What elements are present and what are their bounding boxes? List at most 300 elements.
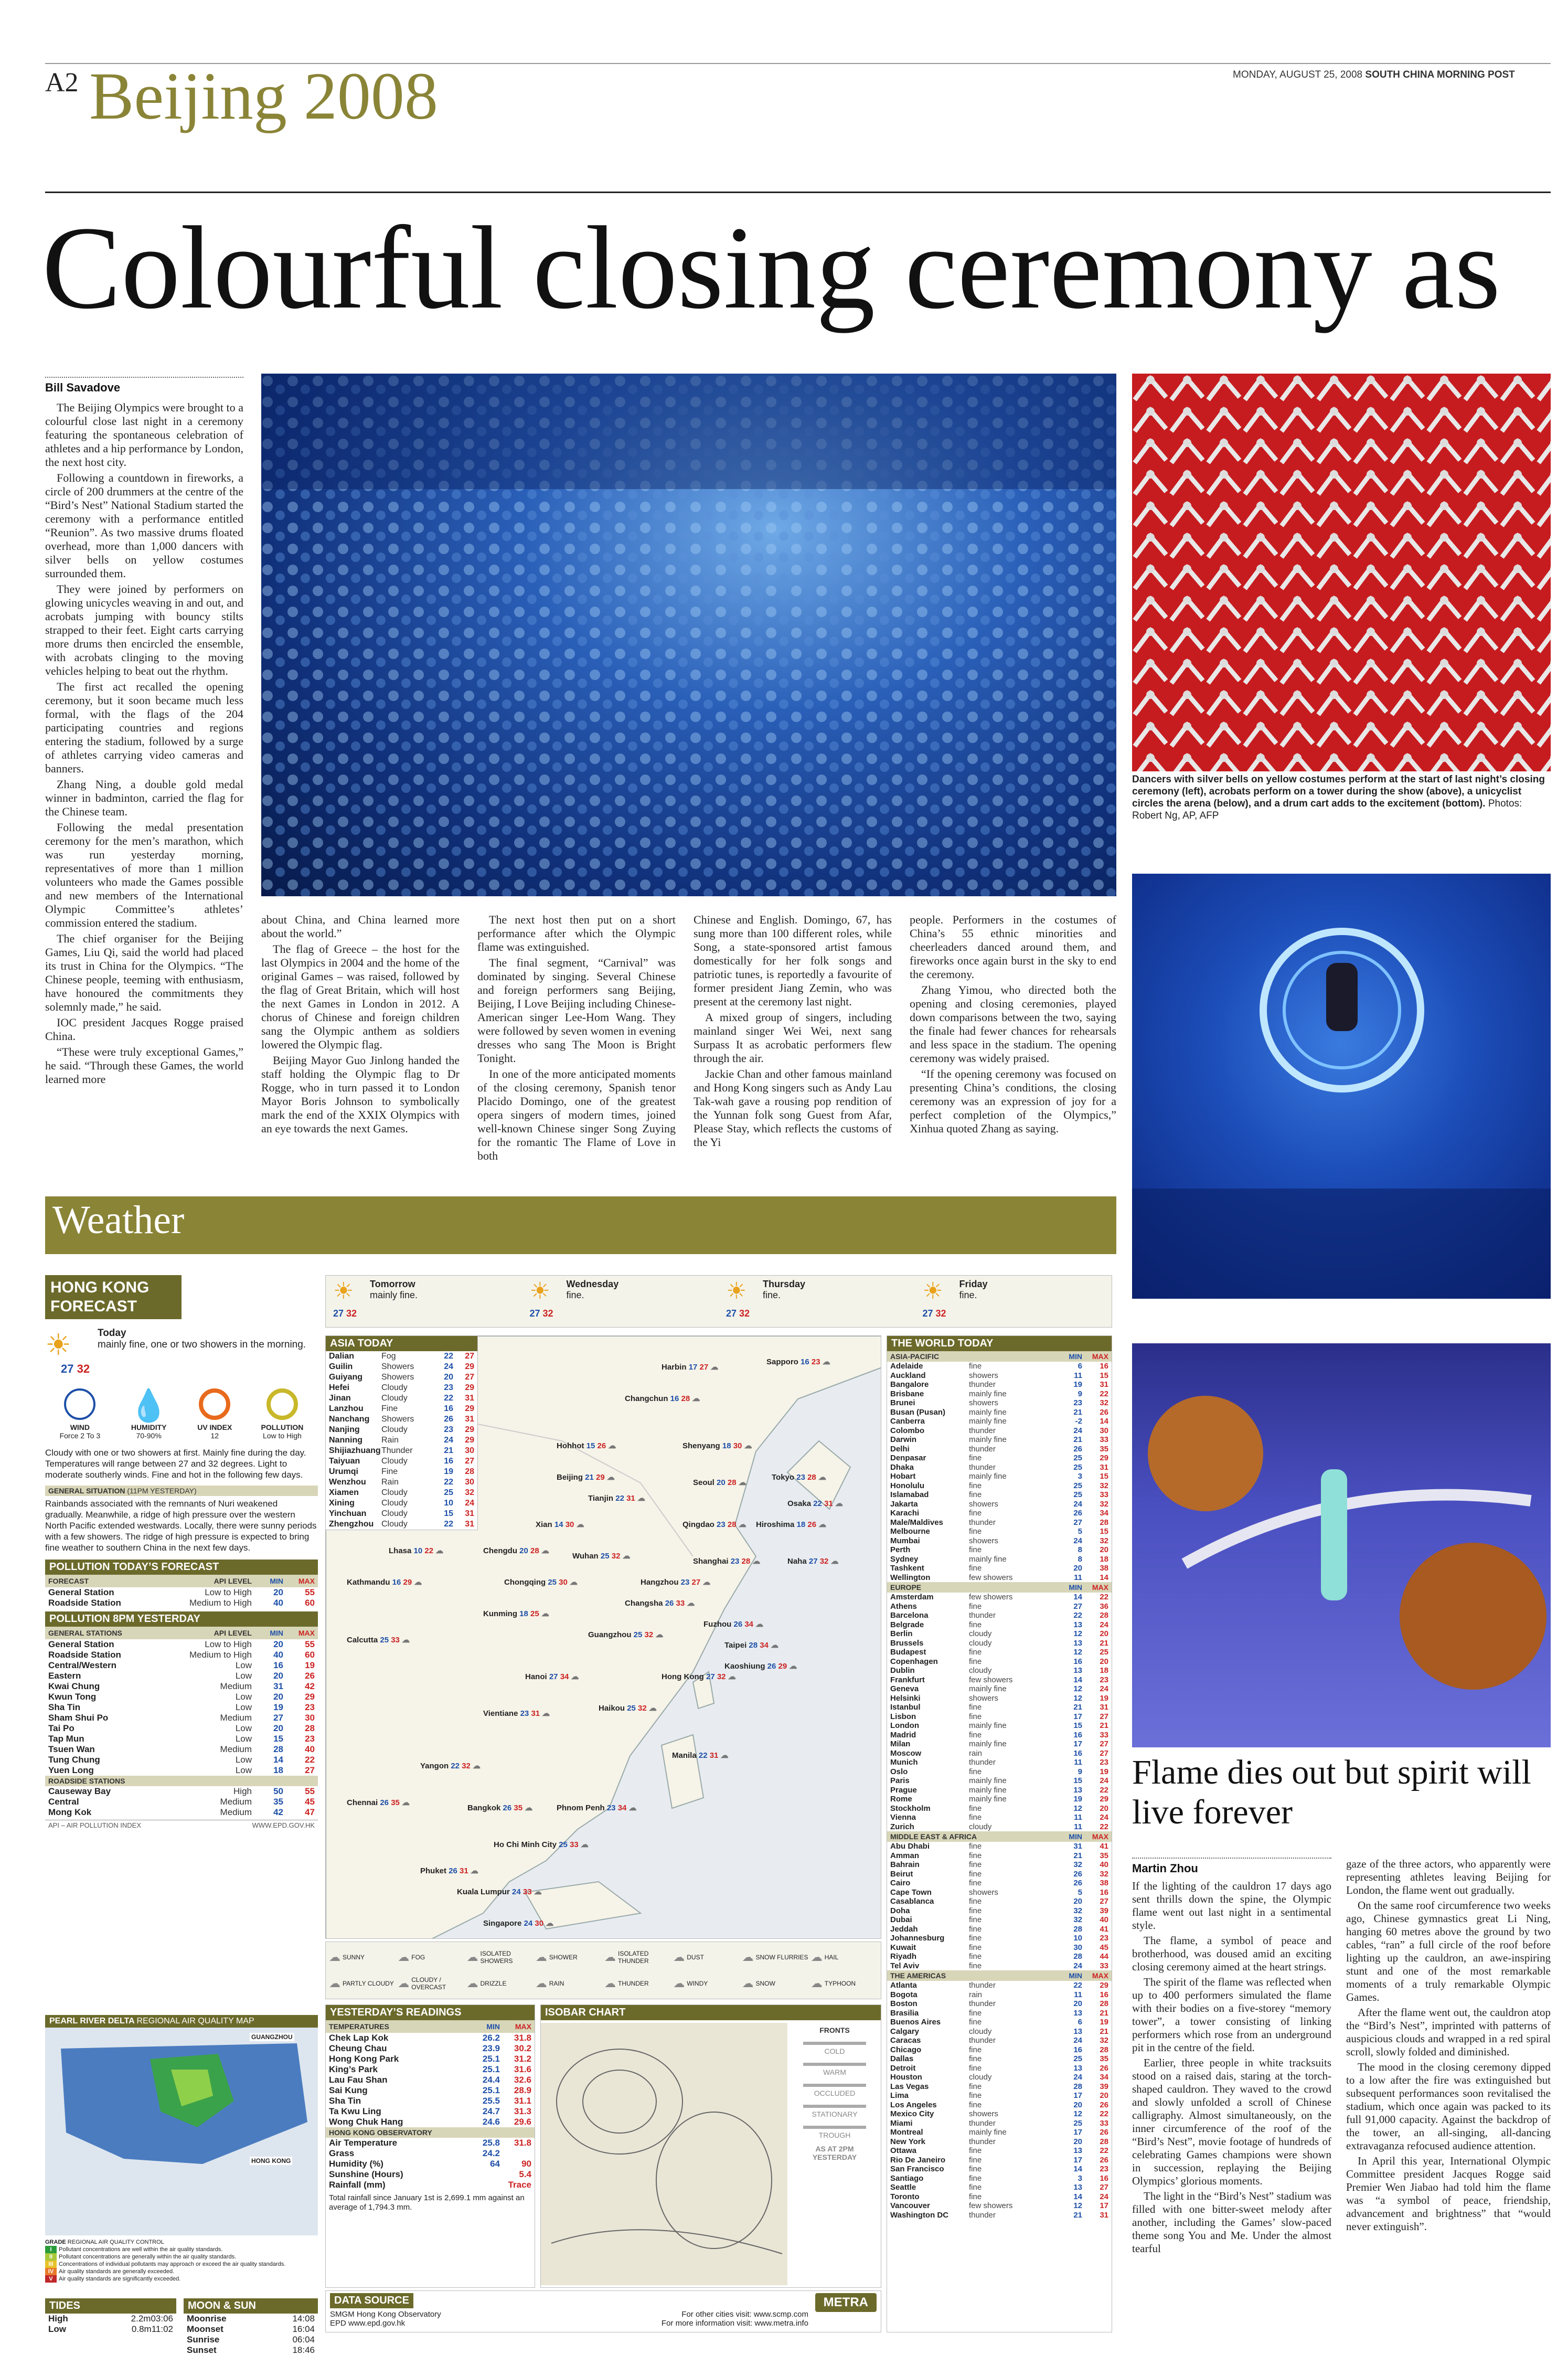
temp-low: 18 bbox=[796, 1520, 806, 1529]
headline: Colourful closing ceremony as bbox=[42, 202, 1501, 333]
byline: Bill Savadove bbox=[45, 381, 121, 394]
station-name: Sai Kung bbox=[329, 2085, 368, 2095]
max-value: 35 bbox=[1100, 1851, 1108, 1860]
legend-label: HAIL bbox=[824, 1954, 839, 1961]
weather-icon: ☁ bbox=[604, 1977, 616, 1990]
grade-row bbox=[45, 2246, 318, 2253]
city-name: Ho Chi Minh City bbox=[494, 1840, 559, 1849]
max-value: 45 bbox=[1100, 1943, 1108, 1952]
max-header: MAX bbox=[1092, 1832, 1108, 1841]
table-row bbox=[887, 2174, 1112, 2183]
condition: fine bbox=[969, 1934, 982, 1943]
moon-sun-title: MOON & SUN bbox=[184, 2298, 318, 2314]
api-level: Low bbox=[235, 1671, 252, 1681]
table-row bbox=[887, 2183, 1112, 2192]
temp-low: 16 bbox=[670, 1394, 679, 1403]
temp-high: 28 bbox=[679, 1394, 690, 1403]
table-row bbox=[887, 1564, 1112, 1573]
city-name: Mexico City bbox=[890, 2109, 934, 2118]
condition: cloudy bbox=[969, 2027, 992, 2036]
yesterday-rows bbox=[326, 2033, 535, 2127]
api-level: High bbox=[233, 1786, 252, 1796]
temp-low: 24 bbox=[512, 1887, 521, 1896]
city-name: Shenyang bbox=[682, 1441, 722, 1450]
temp-low: 27 bbox=[549, 1672, 558, 1681]
min-value: 11 bbox=[1074, 1990, 1082, 1999]
api-level: Low to High bbox=[205, 1639, 252, 1649]
outlook-day-name: Tomorrow bbox=[370, 1279, 415, 1289]
pollution-yesterday-header: GENERAL STATIONS API LEVEL MIN MAX bbox=[45, 1627, 318, 1639]
city-name: Madrid bbox=[890, 1730, 916, 1739]
general-situation-text: Rainbands associated with the remnants of Nuri weakened gradually. Meanwhile, a ridge of high pressure over the western North Pacific extended westwards. Locally, there were sunny periods with a few showers. The ridge of high pressure is expected to bring fine weather to southern China in the next few days. bbox=[45, 1499, 317, 1553]
temp-low: 23 bbox=[796, 1473, 805, 1482]
max-value: 35 bbox=[1100, 2054, 1108, 2063]
table-row bbox=[887, 1536, 1112, 1546]
table-row bbox=[887, 1380, 1112, 1389]
condition: few showers bbox=[969, 1593, 1013, 1601]
table-row bbox=[887, 1712, 1112, 1722]
cloud-icon: ☁ bbox=[816, 1520, 827, 1529]
temp-high: 30 bbox=[731, 1441, 742, 1450]
region-header bbox=[887, 1831, 1112, 1842]
max-value: 21 bbox=[1100, 1721, 1108, 1730]
legend-label: CLOUDY / OVERCAST bbox=[411, 1976, 446, 1991]
min-value: 24 bbox=[1073, 1499, 1082, 1509]
table-row bbox=[887, 1472, 1112, 1481]
min-value: 8 bbox=[1078, 1545, 1082, 1554]
region-name: EUROPE bbox=[890, 1583, 922, 1592]
max-value: 28 bbox=[1100, 2137, 1108, 2146]
condition: fine bbox=[969, 2054, 982, 2063]
outlook-desc: mainly fine. bbox=[370, 1290, 418, 1300]
hk-forecast-panel bbox=[45, 1275, 318, 1830]
max-value: 44 bbox=[1100, 1952, 1108, 1961]
condition: fine bbox=[969, 1879, 982, 1887]
min-value: 30 bbox=[1073, 1943, 1082, 1952]
roadside-rows bbox=[45, 1786, 318, 1818]
temp-low: 24 bbox=[524, 1919, 533, 1928]
table-row bbox=[326, 1467, 477, 1477]
map-city bbox=[787, 1556, 839, 1566]
condition: fine bbox=[969, 1712, 982, 1721]
story-column-5: people. Performers in the costumes of China’s 55 ethnic minorities and cheerleaders danced around them, and fireworks once again burst in the sky to end the ceremony. Zhang Yimou, who directed both the opening and closing ceremonies, played down comparisons between the two, saying the finale had fewer chances for rehearsals and less space in the stadium. The opening ceremony was widely praised. “If the opening ceremony was focused on presenting China’s conditions, the closing ceremony was an expression of joy for a perfect completion of the Olympics,” Xinhua quoted Zhang as saying. bbox=[910, 913, 1116, 1135]
max-value: 38 bbox=[1100, 1564, 1108, 1573]
table-row bbox=[887, 1657, 1112, 1667]
table-row bbox=[887, 1758, 1112, 1767]
api-level: Low bbox=[235, 1692, 252, 1702]
outlook-day bbox=[719, 1276, 915, 1327]
condition: showers bbox=[969, 1499, 998, 1509]
condition: mainly fine bbox=[969, 1472, 1007, 1481]
min-value: 17 bbox=[1073, 2091, 1082, 2100]
pollution-yesterday-rows bbox=[45, 1639, 318, 1776]
max-value: 5.4 bbox=[519, 2169, 531, 2179]
condition: fine bbox=[969, 2173, 982, 2183]
min-value: 26 bbox=[1073, 1509, 1082, 1518]
temp-high: 22 bbox=[422, 1546, 434, 1555]
city-name: Houston bbox=[890, 2073, 922, 2082]
table-row bbox=[887, 1389, 1112, 1399]
region-header bbox=[887, 1351, 1112, 1362]
city-name: Hobart bbox=[890, 1472, 916, 1481]
front-label: OCCLUDED bbox=[814, 2089, 856, 2097]
city-name: Kunming bbox=[483, 1609, 520, 1618]
max-value: 27 bbox=[465, 1352, 474, 1361]
max-value: 29 bbox=[465, 1362, 474, 1371]
min-value: 3 bbox=[1078, 2173, 1082, 2183]
table-row bbox=[887, 1842, 1112, 1851]
city-name: Shijiazhuang bbox=[329, 1446, 381, 1455]
api-level: Medium bbox=[220, 1681, 252, 1691]
condition: fine bbox=[969, 2155, 982, 2165]
map-city bbox=[504, 1577, 578, 1587]
city-name: Geneva bbox=[890, 1684, 919, 1693]
table-row bbox=[887, 2137, 1112, 2147]
grade-title: GRADE REGIONAL AIR QUALITY CONTROL bbox=[45, 2239, 164, 2245]
legend-label: FOG bbox=[411, 1954, 425, 1961]
city-name: Islamabad bbox=[890, 1490, 929, 1499]
dateline: MONDAY, AUGUST 25, 2008 SOUTH CHINA MORNING POST bbox=[1233, 69, 1515, 80]
min-value: 13 bbox=[1073, 2027, 1082, 2036]
max-value: 21 bbox=[1100, 2027, 1108, 2036]
max-value: 36 bbox=[1100, 1601, 1108, 1611]
temp-low: 10 bbox=[413, 1546, 423, 1555]
temp-low: 25 bbox=[627, 1704, 636, 1713]
condition: fine bbox=[969, 1915, 982, 1924]
temp-low: 23 bbox=[520, 1709, 529, 1718]
city-name: Istanbul bbox=[890, 1703, 921, 1712]
map-city bbox=[572, 1551, 631, 1561]
table-row bbox=[45, 1786, 318, 1797]
temp-high: 33 bbox=[389, 1636, 400, 1645]
min-value: 25 bbox=[1073, 1454, 1082, 1462]
pollution-yesterday-title: POLLUTION 8PM YESTERDAY bbox=[45, 1611, 318, 1627]
min-value: -2 bbox=[1075, 1417, 1082, 1426]
city-name: Dallas bbox=[890, 2054, 914, 2063]
city-name: Washington DC bbox=[890, 2210, 949, 2220]
api-level: Medium to High bbox=[189, 1598, 252, 1608]
max-value: 28 bbox=[1100, 1999, 1108, 2008]
table-row bbox=[887, 1362, 1112, 1371]
table-row bbox=[887, 1813, 1112, 1822]
temp-low: 26 bbox=[449, 1866, 457, 1875]
condition: fine bbox=[969, 1804, 982, 1813]
city-name: Calgary bbox=[890, 2027, 920, 2036]
condition: mainly fine bbox=[969, 1684, 1007, 1693]
pollution-gauge-icon bbox=[266, 1388, 298, 1420]
city-name: Jeddah bbox=[890, 1924, 918, 1934]
event-name: Sunset bbox=[187, 2345, 217, 2355]
max-value: 15 bbox=[1100, 1472, 1108, 1481]
city-name: Sydney bbox=[890, 1554, 919, 1564]
city-name: Casablanca bbox=[890, 1897, 934, 1906]
city-name: Bahrain bbox=[890, 1860, 920, 1869]
condition: fine bbox=[969, 1842, 982, 1851]
cloud-icon: ☁ bbox=[620, 1552, 631, 1561]
max-header: MAX bbox=[1092, 1352, 1108, 1361]
temp-high: 28 bbox=[805, 1473, 816, 1482]
min-value: 15 bbox=[1073, 1721, 1082, 1730]
max-value: 24 bbox=[1100, 1620, 1108, 1629]
front-line-icon bbox=[803, 2105, 866, 2108]
city-name: Guiyang bbox=[329, 1373, 363, 1382]
min-value: 20 bbox=[1073, 2100, 1082, 2109]
condition: Fine bbox=[381, 1467, 398, 1476]
grade-text: Pollutant concentrations are generally within the air quality standards. bbox=[59, 2254, 237, 2260]
table-row bbox=[887, 1435, 1112, 1445]
temp-high: 28 bbox=[725, 1478, 737, 1487]
guangzhou-label: GUANGZHOU bbox=[250, 2033, 294, 2041]
prd-map-panel bbox=[45, 2015, 318, 2235]
legend-item bbox=[742, 1971, 809, 1996]
table-row bbox=[887, 1961, 1112, 1971]
min-value: 25.1 bbox=[482, 2064, 500, 2074]
story-column-3: The next host then put on a short performance after which the Olympic flame was extinguished. The final segment, “Carnival” was dominated by singing. Several Chinese and foreign performers sang Beijing, Beijing, I Love Beijing including Chinese-American singer Lee-Hom Wang. They were followed by seven women in evening dresses who sang The Moon is Bright Tonight. In one of the more anticipated moments of the closing ceremony, Spanish tenor Placido Domingo, one of the greatest opera singers of modern times, joined well-known Chinese singer Song Zuying for the romantic The Flame of Love in both bbox=[477, 913, 676, 1162]
max-value: 31 bbox=[1100, 1703, 1108, 1712]
condition: showers bbox=[969, 1536, 998, 1545]
legend-item bbox=[742, 1945, 809, 1969]
map-city bbox=[557, 1803, 637, 1812]
table-row bbox=[887, 2073, 1112, 2082]
max-value: 28 bbox=[465, 1467, 474, 1476]
min-value: 24 bbox=[1073, 1426, 1082, 1435]
city-name: Osaka bbox=[787, 1499, 814, 1508]
max-value: 32 bbox=[1100, 2036, 1108, 2045]
station-name: Sha Tin bbox=[48, 1702, 81, 1712]
station-name: Tung Chung bbox=[48, 1755, 100, 1765]
min-value: 20 bbox=[1073, 1999, 1082, 2008]
station-name: Kwun Tong bbox=[48, 1692, 97, 1702]
condition: fine bbox=[969, 1648, 982, 1657]
table-row bbox=[887, 2156, 1112, 2165]
city-name: Yinchuan bbox=[329, 1509, 367, 1518]
min-value: 9 bbox=[1078, 1767, 1082, 1776]
side-column-1: If the lighting of the cauldron 17 days ago sent thrills down the spine, the Olympic flame went out last night in a sentimental style. The flame, a symbol of peace and brotherhood, was doused amid an exciting closing ceremony aimed at the heart strings. The spirit of the flame was reflected when up to 400 performers simulated the flame with their bodies on a five-storey “memory tower”, a tower consisting of linking performers which rose from an underground pit in the centre of the field. Earlier, three people in white tracksuits stood on a raised dais, staring at the torch-shaped cauldron. They waved to the crowd and slowly unfolded a scroll of Chinese calligraphy. Almost simultaneously, on the inner circumference of the roof of the “Bird’s Nest”, movie footage of hundreds of celebrating Games champions were shown in succession, replaying the Beijing Olympics’ glorious moments. The light in the “Bird’s Nest” stadium was filled with one bitter-sweet melody after another, including the Games’ slow-paced theme song You and Me. Under the almost tearful bbox=[1132, 1880, 1331, 2255]
condition: fine bbox=[969, 1730, 982, 1739]
table-row bbox=[45, 1797, 318, 1807]
condition: fine bbox=[969, 2165, 982, 2173]
condition: fine bbox=[969, 2063, 982, 2073]
max-value: 28 bbox=[305, 1723, 315, 1733]
condition: Cloudy bbox=[381, 1499, 408, 1508]
temp-high: 34 bbox=[558, 1672, 569, 1681]
table-row bbox=[326, 2106, 535, 2117]
max-value: 31 bbox=[465, 1415, 474, 1424]
max-value: 21 bbox=[1100, 1638, 1108, 1648]
max-value: 26 bbox=[1100, 2155, 1108, 2165]
temp-high: 32 bbox=[635, 1704, 647, 1713]
reading-name: Air Temperature bbox=[329, 2138, 398, 2148]
min-value: 20 bbox=[273, 1587, 283, 1597]
max-value: 30 bbox=[1100, 1426, 1108, 1435]
table-row bbox=[45, 1671, 318, 1681]
table-row bbox=[887, 1952, 1112, 1961]
max-value: 24 bbox=[1100, 1684, 1108, 1693]
condition: thunder bbox=[969, 2036, 996, 2045]
temp-low: 28 bbox=[749, 1641, 758, 1650]
city-name: Jakarta bbox=[890, 1499, 918, 1509]
station-name: Eastern bbox=[48, 1671, 81, 1681]
city-name: Budapest bbox=[890, 1648, 926, 1657]
temp-low: 23 bbox=[730, 1557, 740, 1566]
table-row bbox=[326, 1425, 477, 1435]
station-name: Sha Tin bbox=[329, 2096, 361, 2106]
condition: cloudy bbox=[969, 2073, 992, 2082]
station-name: Yuen Long bbox=[48, 1765, 94, 1775]
city-name: Male/Maldives bbox=[890, 1518, 943, 1527]
min-value: 27 bbox=[1073, 1601, 1082, 1611]
city-name: Paris bbox=[890, 1776, 910, 1785]
condition: showers bbox=[969, 1398, 998, 1407]
city-name: Sapporo bbox=[766, 1357, 801, 1366]
max-value: 30 bbox=[465, 1478, 474, 1487]
grade-legend bbox=[45, 2239, 318, 2283]
temp-high: 32 bbox=[933, 1308, 946, 1319]
humidity-drop-icon: 💧 bbox=[129, 1388, 169, 1423]
max-value: 27 bbox=[1100, 1897, 1108, 1906]
cloud-icon: ☁ bbox=[399, 1798, 410, 1807]
city-name: Hohhot bbox=[557, 1441, 586, 1450]
station-name: King’s Park bbox=[329, 2064, 378, 2074]
table-row bbox=[887, 1545, 1112, 1555]
max-value: 39 bbox=[1100, 1906, 1108, 1915]
max-header: MAX bbox=[1092, 1971, 1108, 1980]
temp-high: 32 bbox=[817, 1557, 829, 1566]
condition: mainly fine bbox=[969, 1554, 1007, 1564]
min-value: 25.8 bbox=[482, 2138, 500, 2148]
min-value: 40 bbox=[273, 1650, 283, 1660]
city-name: Chongqing bbox=[504, 1578, 548, 1587]
weather-icon: ☁ bbox=[398, 1950, 410, 1964]
min-value: 23 bbox=[444, 1383, 453, 1392]
map-city bbox=[625, 1394, 700, 1403]
city-name: Nanning bbox=[329, 1436, 362, 1445]
max-value: 38 bbox=[1100, 1879, 1108, 1887]
legend-label: SNOW bbox=[755, 1980, 775, 1987]
station-name: Ta Kwu Ling bbox=[329, 2106, 381, 2116]
cloud-icon: ☁ bbox=[412, 1578, 422, 1587]
cloud-icon: ☁ bbox=[540, 1709, 550, 1718]
min-value: 24 bbox=[1073, 1536, 1082, 1545]
city-name: Brussels bbox=[890, 1638, 924, 1648]
table-row bbox=[326, 2148, 535, 2159]
outlook-desc: fine. bbox=[959, 1290, 977, 1300]
max-value: 19 bbox=[305, 1660, 315, 1670]
temp-low: 25 bbox=[559, 1840, 568, 1849]
temp-high: 35 bbox=[511, 1804, 523, 1812]
map-city bbox=[693, 1478, 746, 1487]
condition: mainly fine bbox=[969, 1795, 1007, 1804]
min-value: 19 bbox=[1073, 1795, 1082, 1804]
condition: thunder bbox=[969, 1981, 996, 1990]
map-city bbox=[420, 1761, 481, 1770]
cloud-icon: ☁ bbox=[468, 1866, 478, 1875]
cloud-icon: ☁ bbox=[569, 1672, 579, 1681]
max-value: 27 bbox=[465, 1457, 474, 1466]
weather-icon: ☁ bbox=[742, 1977, 754, 1990]
min-value: 22 bbox=[1073, 1981, 1082, 1990]
legend-item bbox=[398, 1945, 464, 1969]
cloud-icon: ☁ bbox=[635, 1494, 645, 1503]
condition: mainly fine bbox=[969, 1435, 1007, 1444]
cloud-icon: ☁ bbox=[742, 1441, 752, 1450]
min-value: 5 bbox=[1078, 1887, 1082, 1897]
reading-name: Sunshine (Hours) bbox=[329, 2169, 403, 2179]
min-value: 16 bbox=[1073, 1657, 1082, 1666]
table-row bbox=[887, 1481, 1112, 1491]
table-row bbox=[326, 1519, 477, 1530]
table-row bbox=[184, 2345, 318, 2356]
table-row bbox=[326, 1509, 477, 1519]
max-value: 60 bbox=[305, 1598, 315, 1608]
table-row bbox=[326, 2169, 535, 2180]
station-name: Tap Mun bbox=[48, 1734, 84, 1744]
map-city bbox=[483, 1609, 549, 1618]
city-name: Kaoshiung bbox=[724, 1662, 767, 1671]
photo-caption: Dancers with silver bells on yellow costumes perform at the start of last night’s closing ceremony (left), acrobats perform on a tower during the show (above), a unicyclist circles the arena (below), and a drum cart adds to the excitement (bottom). Photos: Robert Ng, AP, AFP bbox=[1132, 774, 1545, 821]
condition: few showers bbox=[969, 2201, 1013, 2210]
table-row bbox=[887, 1804, 1112, 1813]
max-value: 31 bbox=[1100, 1462, 1108, 1472]
min-value: 13 bbox=[1073, 1666, 1082, 1675]
condition: fine bbox=[969, 1454, 982, 1462]
city-name: Wenzhou bbox=[329, 1478, 366, 1487]
front-line-icon bbox=[803, 2084, 866, 2087]
city-name: Caracas bbox=[890, 2036, 921, 2045]
city-name: Guangzhou bbox=[588, 1630, 634, 1639]
table-row bbox=[326, 2075, 535, 2085]
max-value: 31.6 bbox=[514, 2064, 531, 2074]
condition: fine bbox=[969, 2192, 982, 2201]
max-value: 32.6 bbox=[514, 2075, 531, 2085]
city-name: Amman bbox=[890, 1851, 920, 1860]
city-name: Doha bbox=[890, 1906, 910, 1915]
max-value: 27 bbox=[1100, 1739, 1108, 1748]
hk-forecast-desc: Cloudy with one or two showers at first. Mainly fine during the day. Temperatures will range between 27 and 32 degrees. Light to moderate southerly winds. Fine and hot in the following few days. bbox=[45, 1448, 306, 1480]
table-row bbox=[45, 1702, 318, 1713]
grade-row bbox=[45, 2275, 318, 2283]
city-name: Yangon bbox=[420, 1762, 451, 1770]
condition: mainly fine bbox=[969, 1417, 1007, 1426]
tides-panel bbox=[45, 2298, 176, 2335]
min-value: 17 bbox=[1073, 1739, 1082, 1748]
max-value: 22 bbox=[1100, 1822, 1108, 1831]
condition: fine bbox=[969, 1509, 982, 1518]
max-value: 28 bbox=[1100, 2045, 1108, 2054]
uv-gauge-icon bbox=[199, 1388, 230, 1420]
temp-low: 25 bbox=[600, 1552, 610, 1561]
weather-legend bbox=[325, 1942, 881, 1999]
condition: Thunder bbox=[381, 1446, 413, 1455]
condition: thunder bbox=[969, 1444, 996, 1454]
min-value: 25 bbox=[1073, 1490, 1082, 1499]
min-value: 10 bbox=[444, 1499, 453, 1508]
table-row bbox=[887, 2036, 1112, 2045]
condition: Cloudy bbox=[381, 1457, 408, 1466]
min-value: 17 bbox=[1073, 2155, 1082, 2165]
weather-banner bbox=[45, 1196, 1116, 1254]
asia-today-title: ASIA TODAY bbox=[326, 1336, 477, 1351]
condition: fine bbox=[969, 1703, 982, 1712]
map-city bbox=[672, 1751, 729, 1760]
city-name: Taiyuan bbox=[329, 1457, 360, 1466]
table-row bbox=[326, 1477, 477, 1488]
condition: showers bbox=[969, 1371, 998, 1380]
temp-high: 32 bbox=[460, 1762, 471, 1770]
max-value: 24 bbox=[1100, 1776, 1108, 1785]
tide-type: Low bbox=[48, 2324, 66, 2334]
table-row bbox=[45, 1713, 318, 1723]
